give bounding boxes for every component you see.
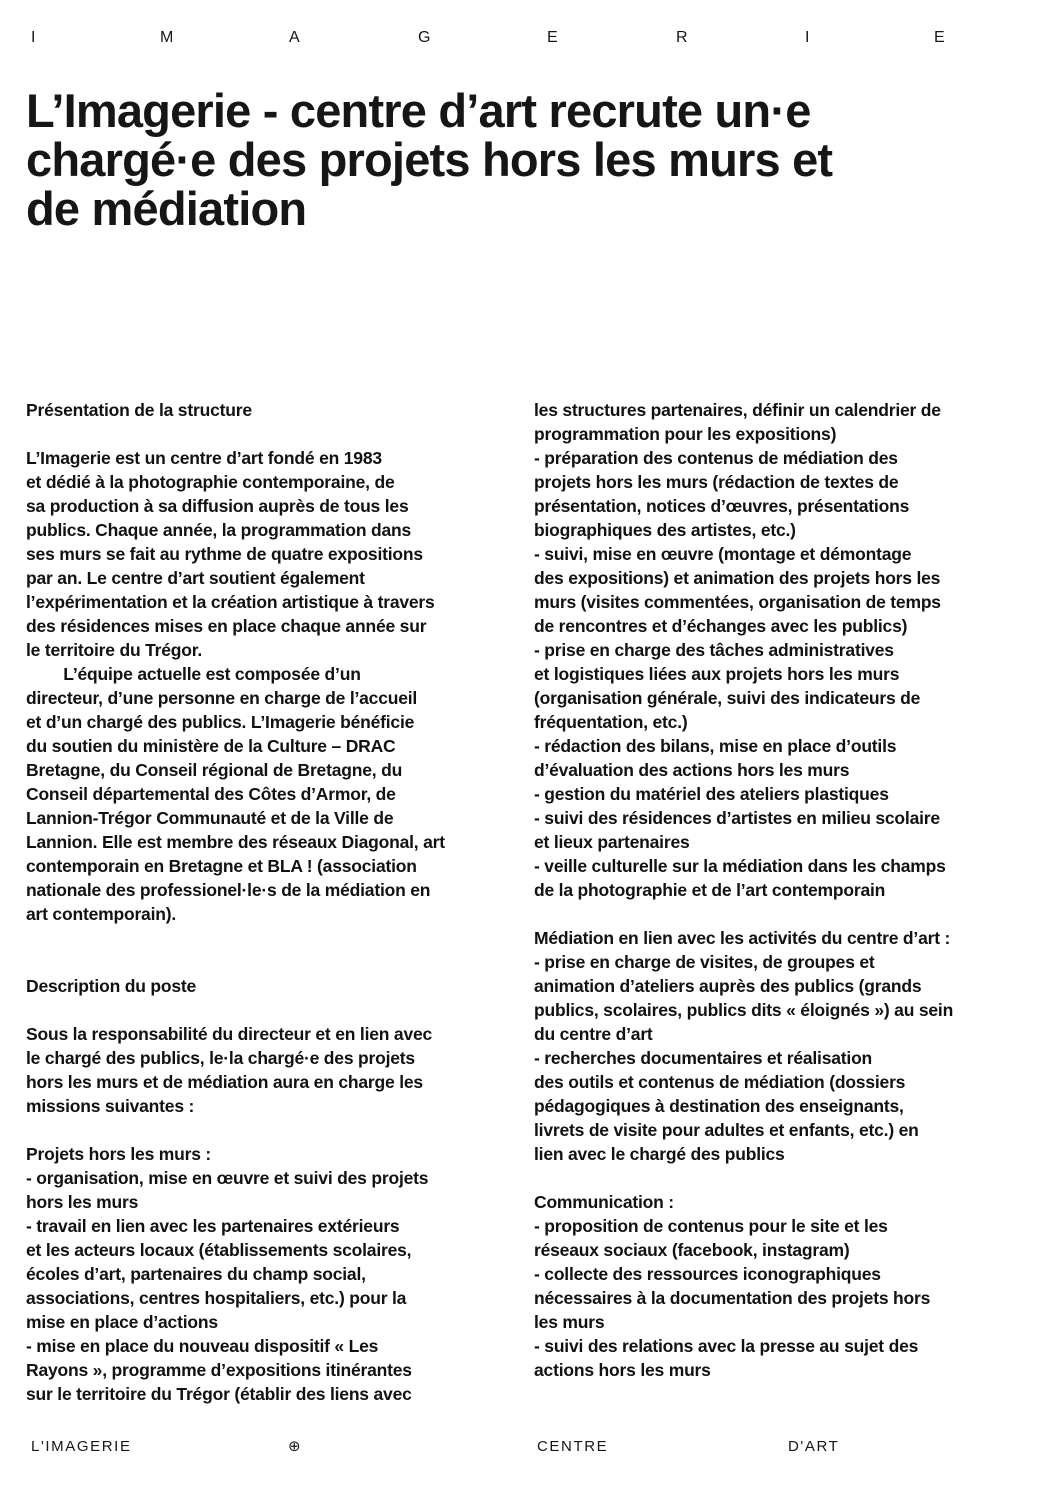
- text-line: L’équipe actuelle est composée d’un: [26, 664, 361, 684]
- text-line: écoles d’art, partenaires du champ social,: [26, 1264, 366, 1284]
- text-line: - recherches documentaires et réalisation: [534, 1048, 873, 1068]
- text-line: - organisation, mise en œuvre et suivi des projets: [26, 1168, 429, 1188]
- text-line: pédagogiques à destination des enseignants,: [534, 1096, 904, 1116]
- text-line: Médiation en lien avec les activités du centre d’art :: [534, 928, 951, 948]
- text-line: - gestion du matériel des ateliers plastiques: [534, 784, 889, 804]
- text-line: - travail en lien avec les partenaires extérieurs: [26, 1216, 400, 1236]
- text-line: livrets de visite pour adultes et enfants, etc.) en: [534, 1120, 919, 1140]
- text-line: Sous la responsabilité du directeur et en lien avec: [26, 1024, 433, 1044]
- title-line: chargé·e des projets hors les murs et: [26, 133, 833, 186]
- text-line: - suivi, mise en œuvre (montage et démontage: [534, 544, 912, 564]
- text-line: [534, 1166, 1034, 1190]
- banner-letter: I: [31, 29, 36, 46]
- text-line: sa production à sa diffusion auprès de tous les: [26, 496, 409, 516]
- text-line: le territoire du Trégor.: [26, 640, 203, 660]
- text-line: [26, 1118, 530, 1142]
- text-line: des expositions) et animation des projets hors les: [534, 568, 941, 588]
- text-line: sur le territoire du Trégor (établir des liens avec: [26, 1384, 412, 1404]
- text-line: biographiques des artistes, etc.): [534, 520, 796, 540]
- text-line: - prise en charge de visites, de groupes et: [534, 952, 875, 972]
- banner-letter: E: [547, 29, 558, 46]
- text-line: - collecte des ressources iconographiques: [534, 1264, 881, 1284]
- banner-letter: A: [289, 29, 300, 46]
- text-line: les murs: [534, 1312, 605, 1332]
- text-line: L’Imagerie est un centre d’art fondé en 1983: [26, 448, 382, 468]
- footer-dart-label: D'ART: [788, 1438, 840, 1455]
- text-column-left: [26, 398, 530, 1406]
- text-line: le chargé des publics, le·la chargé·e des projets: [26, 1048, 415, 1068]
- text-line: missions suivantes :: [26, 1096, 195, 1116]
- text-line: et d’un chargé des publics. L’Imagerie bénéficie: [26, 712, 415, 732]
- text-line: - mise en place du nouveau dispositif « Les: [26, 1336, 379, 1356]
- text-line: et lieux partenaires: [534, 832, 690, 852]
- text-line: de la photographie et de l’art contemporain: [534, 880, 886, 900]
- text-line: Communication :: [534, 1192, 674, 1212]
- banner-letter: G: [418, 29, 431, 46]
- text-line: du soutien du ministère de la Culture – DRAC: [26, 736, 396, 756]
- text-line: [534, 902, 1034, 926]
- text-line: l’expérimentation et la création artistique à travers: [26, 592, 435, 612]
- text-line: de rencontres et d’échanges avec les publics): [534, 616, 908, 636]
- text-line: des résidences mises en place chaque année sur: [26, 616, 427, 636]
- footer: [0, 1438, 1058, 1458]
- text-line: - suivi des résidences d’artistes en milieu scolaire: [534, 808, 940, 828]
- masthead-banner: [0, 30, 1058, 50]
- text-line: et logistiques liées aux projets hors les murs: [534, 664, 900, 684]
- text-line: lien avec le chargé des publics: [534, 1144, 785, 1164]
- text-line: d’évaluation des actions hors les murs: [534, 760, 850, 780]
- text-line: art contemporain).: [26, 904, 177, 924]
- text-line: - rédaction des bilans, mise en place d’outils: [534, 736, 897, 756]
- title-line: de médiation: [26, 182, 307, 235]
- text-line: animation d’ateliers auprès des publics (grands: [534, 976, 922, 996]
- text-line: Présentation de la structure: [26, 400, 252, 420]
- text-line: Rayons », programme d’expositions itinérantes: [26, 1360, 412, 1380]
- text-line: [26, 998, 530, 1022]
- text-line: - proposition de contenus pour le site et les: [534, 1216, 888, 1236]
- text-line: - veille culturelle sur la médiation dans les champs: [534, 856, 946, 876]
- text-line: hors les murs: [26, 1192, 139, 1212]
- text-line: contemporain en Bretagne et BLA ! (association: [26, 856, 417, 876]
- text-column-right: [534, 398, 1034, 1382]
- text-line: Description du poste: [26, 976, 197, 996]
- text-line: fréquentation, etc.): [534, 712, 688, 732]
- footer-centre-label: CENTRE: [537, 1438, 609, 1455]
- text-line: publics, scolaires, publics dits « éloignés ») au sein: [534, 1000, 954, 1020]
- text-line: publics. Chaque année, la programmation dans: [26, 520, 412, 540]
- page-title: [26, 86, 1026, 233]
- text-line: actions hors les murs: [534, 1360, 711, 1380]
- text-line: réseaux sociaux (facebook, instagram): [534, 1240, 850, 1260]
- banner-letter: E: [934, 29, 945, 46]
- text-line: nécessaires à la documentation des projets hors: [534, 1288, 931, 1308]
- text-line: ses murs se fait au rythme de quatre expositions: [26, 544, 423, 564]
- text-line: Lannion-Trégor Communauté et de la Ville de: [26, 808, 394, 828]
- text-line: des outils et contenus de médiation (dossiers: [534, 1072, 906, 1092]
- text-line: hors les murs et de médiation aura en charge les: [26, 1072, 423, 1092]
- text-line: par an. Le centre d’art soutient également: [26, 568, 365, 588]
- title-line: L’Imagerie - centre d’art recrute un·e: [26, 84, 811, 137]
- text-line: [26, 926, 530, 950]
- text-line: Bretagne, du Conseil régional de Bretagne, du: [26, 760, 403, 780]
- text-line: [26, 950, 530, 974]
- text-line: [26, 422, 530, 446]
- text-line: programmation pour les expositions): [534, 424, 837, 444]
- text-line: mise en place d’actions: [26, 1312, 218, 1332]
- text-line: et dédié à la photographie contemporaine, de: [26, 472, 395, 492]
- text-line: Lannion. Elle est membre des réseaux Diagonal, art: [26, 832, 445, 852]
- text-line: Conseil départemental des Côtes d’Armor, de: [26, 784, 396, 804]
- text-line: - préparation des contenus de médiation des: [534, 448, 898, 468]
- text-line: associations, centres hospitaliers, etc.) pour la: [26, 1288, 407, 1308]
- text-line: Projets hors les murs :: [26, 1144, 212, 1164]
- banner-letter: R: [676, 29, 688, 46]
- text-line: directeur, d’une personne en charge de l’accueil: [26, 688, 418, 708]
- text-line: - suivi des relations avec la presse au sujet des: [534, 1336, 919, 1356]
- banner-letter: M: [160, 29, 174, 46]
- text-line: présentation, notices d’œuvres, présentations: [534, 496, 910, 516]
- text-line: nationale des professionel·le·s de la médiation en: [26, 880, 431, 900]
- banner-letter: I: [805, 29, 810, 46]
- text-line: et les acteurs locaux (établissements scolaires,: [26, 1240, 412, 1260]
- plus-circle-icon: ⊕: [288, 1438, 303, 1455]
- footer-imagerie-label: L'IMAGERIE: [31, 1438, 132, 1455]
- text-line: (organisation générale, suivi des indicateurs de: [534, 688, 921, 708]
- text-line: les structures partenaires, définir un calendrier de: [534, 400, 941, 420]
- text-line: - prise en charge des tâches administratives: [534, 640, 894, 660]
- text-line: du centre d’art: [534, 1024, 653, 1044]
- text-line: projets hors les murs (rédaction de textes de: [534, 472, 899, 492]
- text-line: murs (visites commentées, organisation de temps: [534, 592, 941, 612]
